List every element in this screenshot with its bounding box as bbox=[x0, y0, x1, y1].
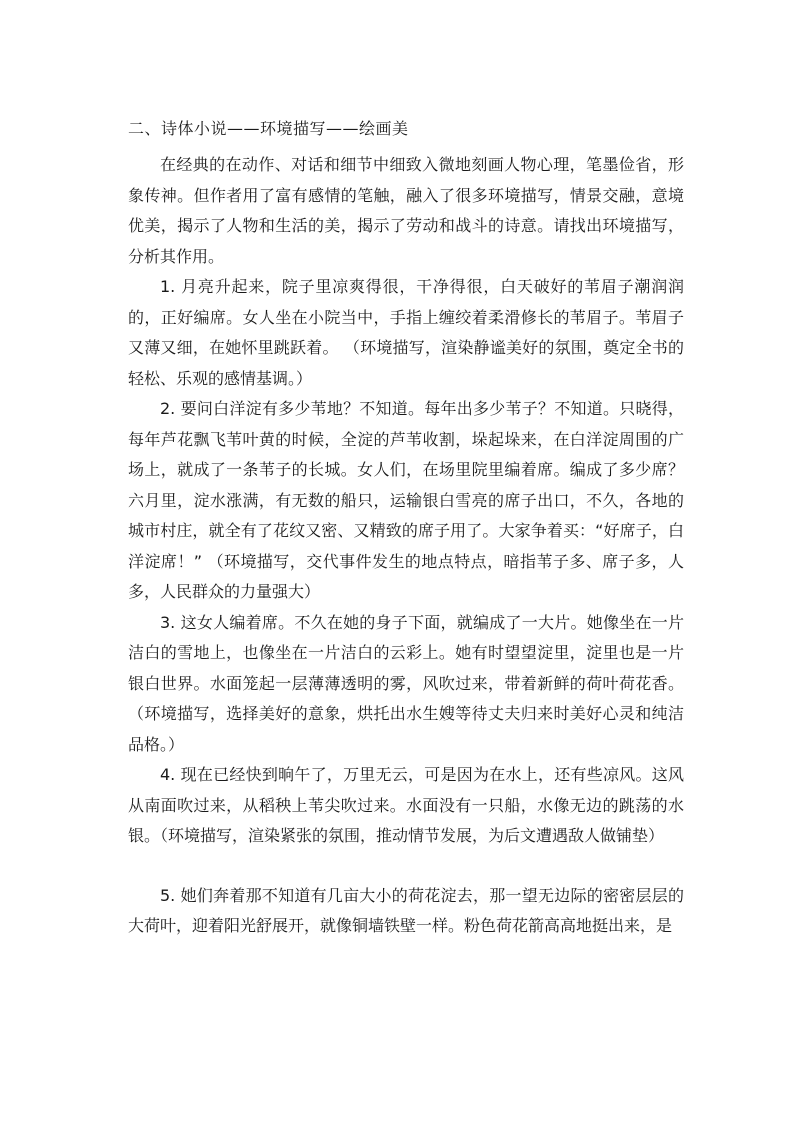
example-paragraph-2: 2. 要问白洋淀有多少苇地？不知道。每年出多少苇子？不知道。只晓得，每年芦花飘飞苇叶黄的时候，全淀的芦苇收割，垛起垛来，在白洋淀周围的广场上，就成了一条苇子的长城。女人们，在场里院里编着席。编成了多少席？六月里，淀水涨满，有无数的船只，运输银白雪亮的席子出口，不久，各地的城市村庄，就全有了花纹又密、又精致的席子用了。大家争着买：“好席子，白洋淀席！” （环境描写，交代事件发生的地点特点，暗指苇子多、席子多，人多，人民群众的力量强大） bbox=[128, 399, 684, 601]
document-body bbox=[128, 116, 684, 942]
example-paragraph-1: 1. 月亮升起来，院子里凉爽得很，干净得很，白天破好的苇眉子潮润润的，正好编席。女人坐在小院当中，手指上缠绞着柔滑修长的苇眉子。苇眉子又薄又细，在她怀里跳跃着。 （环境描写，渲染静谧美好的氛围，奠定全书的轻松、乐观的感情基调。） bbox=[128, 277, 684, 388]
example-paragraph-4: 4. 现在已经快到晌午了，万里无云，可是因为在水上，还有些凉风。这风从南面吹过来，从稻秧上苇尖吹过来。水面没有一只船，水像无边的跳荡的水银。（环境描写，渲染紧张的氛围，推动情节发展，为后文遭遇敌人做铺垫） bbox=[128, 765, 684, 845]
example-paragraph-3: 3. 这女人编着席。不久在她的身子下面，就编成了一大片。她像坐在一片洁白的雪地上，也像坐在一片洁白的云彩上。她有时望望淀里，淀里也是一片银白世界。水面笼起一层薄薄透明的雾，风吹过来，带着新鲜的荷叶荷花香。（环境描写，选择美好的意象，烘托出水生嫂等待丈夫归来时美好心灵和纯洁品格。） bbox=[128, 612, 684, 754]
intro-paragraph: 在经典的在动作、对话和细节中细致入微地刻画人物心理，笔墨俭省，形象传神。但作者用了富有感情的笔触，融入了很多环境描写，情景交融，意境优美，揭示了人物和生活的美，揭示了劳动和战斗的诗意。请找出环境描写，分析其作用。 bbox=[128, 155, 684, 266]
example-paragraph-5: 5. 她们奔着那不知道有几亩大小的荷花淀去，那一望无边际的密密层层的大荷叶，迎着阳光舒展开，就像铜墙铁壁一样。粉色荷花箭高高地挺出来，是 bbox=[128, 885, 684, 935]
section-heading: 二、诗体小说——环境描写——绘画美 bbox=[128, 119, 409, 138]
